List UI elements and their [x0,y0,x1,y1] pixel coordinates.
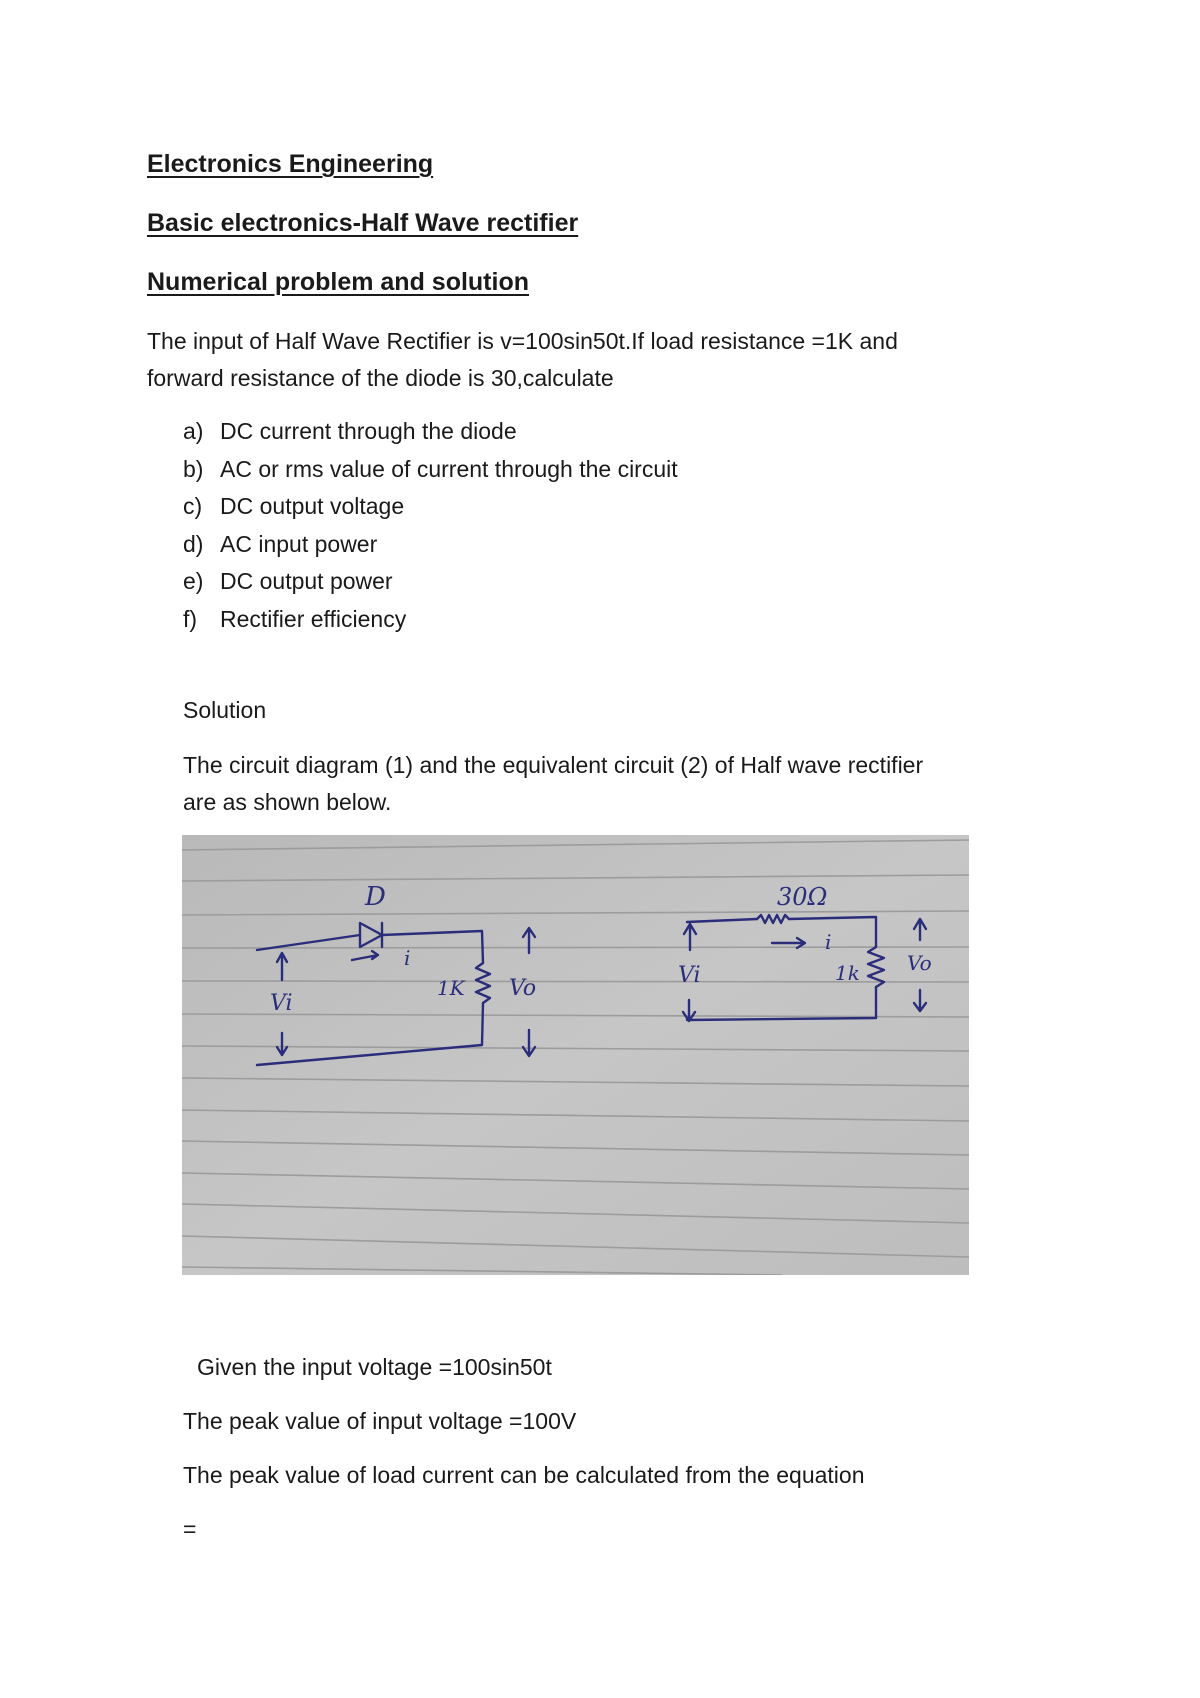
diode-label: D [365,882,386,912]
list-item-text: DC current through the diode [220,418,517,444]
output-voltage-label-eq: Vo [907,951,932,975]
document-title: Electronics Engineering [147,150,434,178]
peak-load-current-text: The peak value of load current can be calculated from the equation [183,1462,865,1488]
list-item [183,526,678,564]
solution-intro-line-1: The circuit diagram (1) and the equivalent circuit (2) of Half wave rectifier [183,752,924,778]
problem-line-1: The input of Half Wave Rectifier is v=100sin50t.If load resistance =1K and [147,328,898,354]
solution-intro-line-2: are as shown below. [183,789,392,815]
list-marker: c) [183,493,203,519]
circuit-diagram-svg [182,835,969,1275]
list-item [183,601,678,639]
list-marker: b) [183,455,204,482]
circuit-diagram-photo [182,835,969,1275]
problem-statement [147,323,898,397]
solution-intro [183,747,923,821]
input-voltage-label-eq: Vi [678,963,701,988]
list-item-text: Rectifier efficiency [220,605,407,632]
list-item [183,563,678,601]
list-item [183,413,678,451]
list-item [183,451,678,489]
given-input-voltage: Given the input voltage =100sin50t [197,1354,552,1380]
forward-resistance-label: 30Ω [777,883,828,911]
list-marker: d) [183,530,204,557]
list-item-text: AC or rms value of current through the circuit [220,455,678,482]
list-marker: a) [183,418,204,444]
current-label: i [404,946,411,970]
list-marker: e) [183,568,204,594]
list-item-text: AC input power [220,530,378,557]
list-item-text: DC output power [220,568,393,594]
input-voltage-label: Vi [270,991,293,1016]
solution-title: Solution [183,697,267,723]
problem-line-2: forward resistance of the diode is 30,calculate [147,365,614,391]
notebook-paper [182,835,969,1275]
peak-input-voltage: The peak value of input voltage =100V [183,1408,577,1434]
list-item [183,488,678,526]
output-voltage-label: Vo [509,976,537,1001]
section-heading: Numerical problem and solution [147,268,529,296]
load-resistance-label-eq: 1k [835,961,860,985]
equation-equals: = [183,1516,197,1542]
topic-heading: Basic electronics-Half Wave rectifier [147,209,579,237]
list-marker: f) [183,605,198,632]
list-item-text: DC output voltage [220,493,405,519]
question-list [183,413,678,638]
current-label-eq: i [825,930,832,954]
load-resistance-label: 1K [437,976,465,1000]
